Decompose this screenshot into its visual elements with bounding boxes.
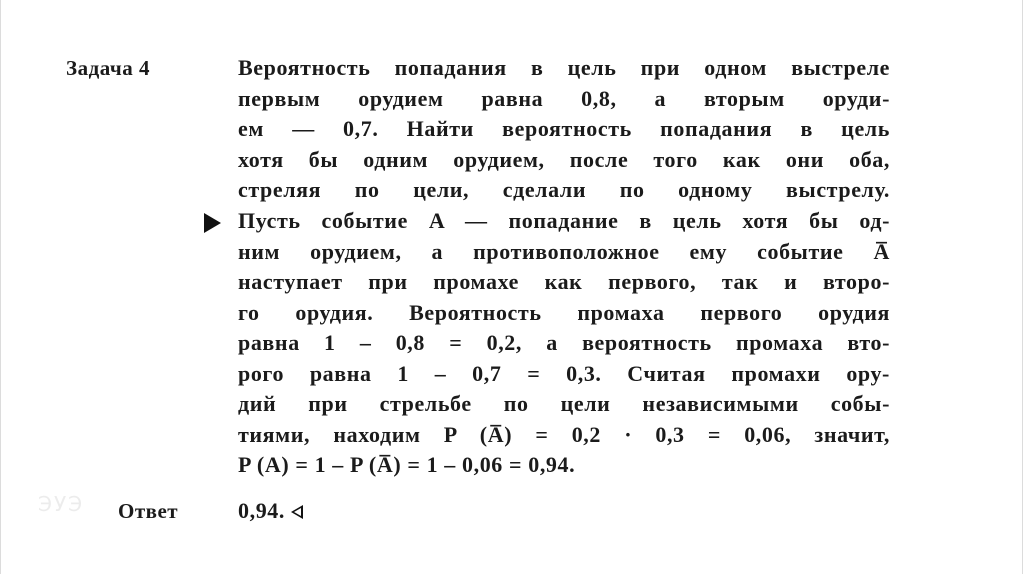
problem-label: Задача 4 bbox=[66, 56, 150, 80]
solution-line: дий при стрельбе по цели независимыми собы- bbox=[238, 391, 890, 416]
solution-line: рого равна 1 – 0,7 = 0,3. Считая промахи ору- bbox=[238, 360, 890, 386]
answer-value-text: 0,94. bbox=[238, 498, 285, 523]
problem-line: хотя бы одним орудием, после того как они оба, bbox=[238, 146, 890, 172]
solution-text bbox=[238, 206, 890, 481]
right-border bbox=[1022, 0, 1023, 574]
watermark: ЭУЭ bbox=[38, 492, 85, 516]
left-border bbox=[0, 0, 1, 574]
answer-label: Ответ bbox=[118, 499, 179, 523]
problem-line: стреляя по цели, сделали по одному выстрелу. bbox=[238, 177, 890, 202]
problem-line: ем — 0,7. Найти вероятность попадания в цель bbox=[238, 116, 890, 141]
problem-line: первым орудием равна 0,8, а вторым оруди- bbox=[238, 85, 890, 111]
problem-line: Вероятность попадания в цель при одном выстреле bbox=[238, 55, 890, 80]
solution-line: тиями, находим P (A̅) = 0,2 · 0,3 = 0,06, значит, bbox=[238, 421, 890, 447]
solution-line: P (A) = 1 – P (A̅) = 1 – 0,06 = 0,94. bbox=[238, 452, 576, 477]
solution-line: Пусть событие A — попадание в цель хотя бы од- bbox=[238, 208, 890, 233]
solution-line: наступает при промахе как первого, так и второ- bbox=[238, 269, 890, 294]
solution-line: го орудия. Вероятность промаха первого орудия bbox=[238, 299, 890, 325]
solution-line: ним орудием, а противоположное ему событие A̅ bbox=[238, 238, 890, 264]
right-triangle-icon bbox=[204, 213, 221, 233]
solution-line: равна 1 – 0,8 = 0,2, а вероятность промаха вто- bbox=[238, 330, 890, 355]
left-triangle-outline-icon bbox=[291, 505, 303, 519]
answer-value bbox=[238, 496, 303, 526]
problem-text bbox=[238, 53, 890, 206]
